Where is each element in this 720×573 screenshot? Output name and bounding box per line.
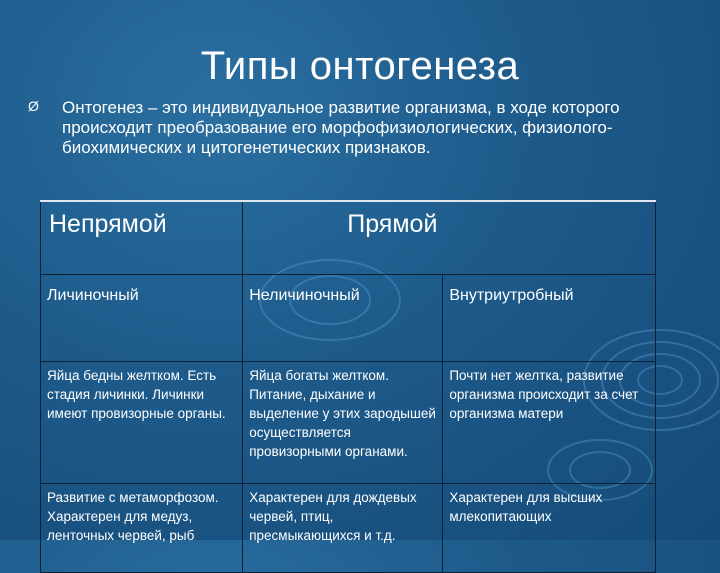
cell-type-larval: Личиночный [41,275,243,362]
ontogenesis-table [40,200,656,573]
slide-title: Типы онтогенеза [200,44,520,88]
cell-examples-larval: Развитие с метаморфозом. Характерен для медуз, ленточных червей, рыб [41,484,243,573]
header-direct: Прямой [243,201,656,275]
table-row [41,484,656,573]
table-row [41,275,656,362]
cell-examples-intrauterine: Характерен для высших млекопитающих [443,484,656,573]
definition-text: Онтогенез – это индивидуальное развитие организма, в ходе которого происходит преобразование его морфофизиологических, физиолого-биохимических и цитогенетических признаков. [62,98,620,157]
header-indirect: Непрямой [41,201,243,275]
cell-type-nonlarval: Неличиночный [243,275,443,362]
cell-features-larval: Яйца бедны желтком. Есть стадия личинки. Личинки имеют провизорные органы. [41,362,243,484]
table-row [41,362,656,484]
table-header-row [41,201,656,275]
cell-features-nonlarval: Яйца богаты желтком. Питание, дыхание и выделение у этих зародышей осуществляется провизорными органами. [243,362,443,484]
cell-features-intrauterine: Почти нет желтка, развитие организма происходит за счет организма матери [443,362,656,484]
bullet-arrow-icon: Ø [28,98,39,114]
cell-examples-nonlarval: Характерен для дождевых червей, птиц, пресмыкающихся и т.д. [243,484,443,573]
cell-type-intrauterine: Внутриутробный [443,275,656,362]
